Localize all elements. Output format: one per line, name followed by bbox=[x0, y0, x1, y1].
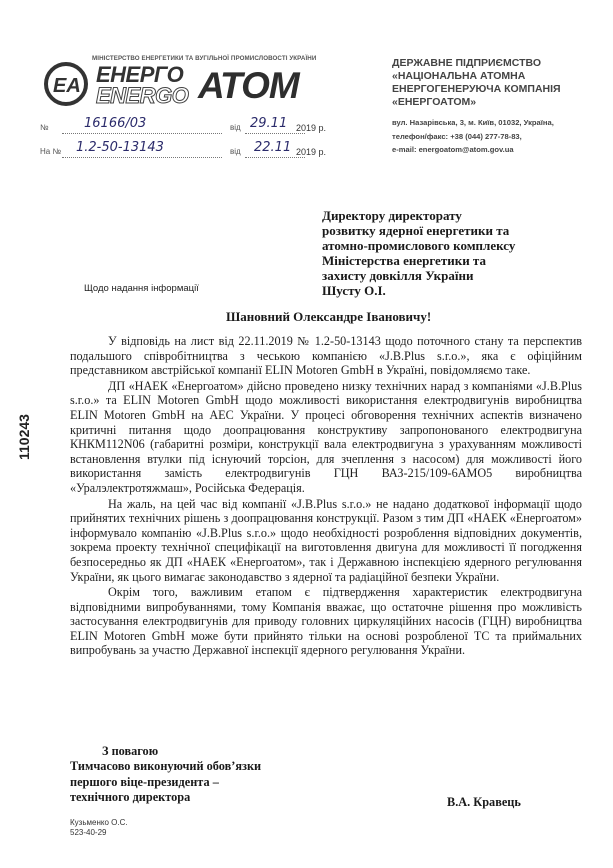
letter-body bbox=[70, 334, 582, 659]
incoming-date: 22.11 bbox=[254, 140, 292, 155]
contact-email: e-mail: energoatom@atom.gov.ua bbox=[392, 145, 514, 154]
ministry-name: МІНІСТЕРСТВО ЕНЕРГЕТИКИ ТА ВУГІЛЬНОЇ ПРОМИСЛОВОСТІ УКРАЇНИ bbox=[92, 55, 317, 62]
executor-phone: 523-40-29 bbox=[70, 828, 107, 837]
signer-name: В.А. Кравець bbox=[447, 795, 521, 809]
org-line: ЕНЕРГОГЕНЕРУЮЧА КОМПАНІЯ bbox=[392, 83, 561, 95]
letter-subject: Щодо надання інформації bbox=[84, 283, 199, 294]
outgoing-date-label: від bbox=[230, 123, 241, 132]
closing-regards: З повагою bbox=[102, 744, 159, 758]
energoatom-logo-icon bbox=[44, 62, 88, 106]
body-paragraph: У відповідь на лист від 22.11.2019 № 1.2-50-13143 щодо поточного стану та перспектив подальшого співробітництва з чеською компанією «J.B.Plus s.r.o.», яка є офіційним представником австрійської компанії ELIN Motoren GmbH в Україні, повідомляємо таке. bbox=[70, 334, 582, 378]
outgoing-year: 2019 р. bbox=[296, 123, 327, 133]
addressee-block bbox=[322, 208, 597, 298]
outgoing-number: 16166/03 bbox=[84, 116, 147, 131]
outgoing-number-label: № bbox=[40, 123, 49, 132]
incoming-registration bbox=[40, 140, 340, 161]
signer-position: Тимчасово виконуючий обов’язки bbox=[70, 759, 262, 774]
closing-block bbox=[70, 744, 261, 805]
organization-contacts bbox=[392, 116, 607, 157]
addressee-line: атомно-промислового комплексу bbox=[322, 238, 516, 253]
incoming-number: 1.2-50-13143 bbox=[76, 140, 164, 155]
incoming-date-label: від bbox=[230, 147, 241, 156]
svg-text:EA: EA bbox=[53, 75, 81, 97]
addressee-line: Директору директорату bbox=[322, 208, 462, 223]
org-line: ДЕРЖАВНЕ ПІДПРИЄМСТВО bbox=[392, 57, 541, 69]
logo-word-atom: АТОМ bbox=[198, 65, 299, 106]
contact-address: вул. Назарівська, 3, м. Київ, 01032, Україна, bbox=[392, 118, 554, 127]
signer-position: технічного директора bbox=[70, 789, 191, 804]
contact-phone: телефон/факс: +38 (044) 277-78-83, bbox=[392, 131, 522, 141]
outgoing-registration bbox=[40, 116, 340, 137]
addressee-line: розвитку ядерної енергетики та bbox=[322, 223, 510, 238]
organization-name bbox=[392, 57, 602, 109]
body-paragraph: ДП «НАЕК «Енергоатом» дійсно проведено низку технічних нарад з компаніями «J.B.Plus s.r.o.» та ELIN Motoren GmbH щодо можливості використання електродвигунів виробництва ELIN Motoren GmbH на АЕС України. У процесі обговорення технічних аспектів визначено критичні питання щодо доопрацювання конструктиву запропонованого електродвигуна КНКМ112N06 (габаритні розміри, конструкції вала електродвигуна з урахуванням можливості встановлення втулки під існуючий торсіон, для зчеплення з насосом) для можливості його використання замість електродвигунів ГЦН ВАЗ-215/109-6АМО5 виробництва «Уралэлектротяжмаш», Російська Федерація. bbox=[70, 378, 582, 495]
logo-word-energo: ЕНЕРГО bbox=[96, 62, 184, 87]
signer-position: першого віце-президента – bbox=[70, 774, 219, 789]
executor-block bbox=[70, 818, 128, 838]
incoming-year: 2019 р. bbox=[296, 147, 327, 157]
salutation: Шановний Олександре Івановичу! bbox=[226, 309, 432, 324]
org-line: «НАЦІОНАЛЬНА АТОМНА bbox=[392, 70, 526, 82]
incoming-number-label: На № bbox=[40, 147, 62, 156]
body-paragraph: Окрім того, важливим етапом є підтвердження характеристик електродвигуна відповідними випробуваннями, тому Компанія вважає, що остаточне рішення про можливість застосування електродвигунів для приводу головних циркуляційних насосів (ГЦН) виробництва ELIN Motoren GmbH може бути прийнято тільки на основі розробленої ТС та приймальних випробувань за участю Державної інспекції ядерного регулювання України. bbox=[70, 585, 582, 658]
addressee-line: Шусту О.І. bbox=[322, 283, 386, 298]
body-paragraph: На жаль, на цей час від компанії «J.B.Plus s.r.o.» не надано додаткової інформації щодо прийнятих технічних рішень з доопрацювання конструкції. Разом з тим ДП «НАЕК «Енергоатом» інформувало компанію «J.B.Plus s.r.o.» щодо необхідності розроблення відповідних документів, зокрема проекту технічної специфікації на виготовлення двигуна для можливості її погодження безпосередньо як ДП «НАЕК «Енергоатом», так і Державною інспекцією ядерного регулювання України, як цього вимагає законодавство з ядерної та радіаційної безпеки України. bbox=[70, 496, 582, 584]
outgoing-date: 29.11 bbox=[250, 116, 288, 131]
addressee-line: захисту довкілля України bbox=[322, 268, 474, 283]
side-registration-number: 110243 bbox=[16, 414, 32, 460]
addressee-line: Міністерства енергетики та bbox=[322, 253, 486, 268]
logo-word-energo-latin: ENERGO bbox=[96, 83, 189, 108]
executor-name: Кузьменко О.С. bbox=[70, 818, 128, 827]
org-line: «ЕНЕРГОАТОМ» bbox=[392, 96, 477, 108]
